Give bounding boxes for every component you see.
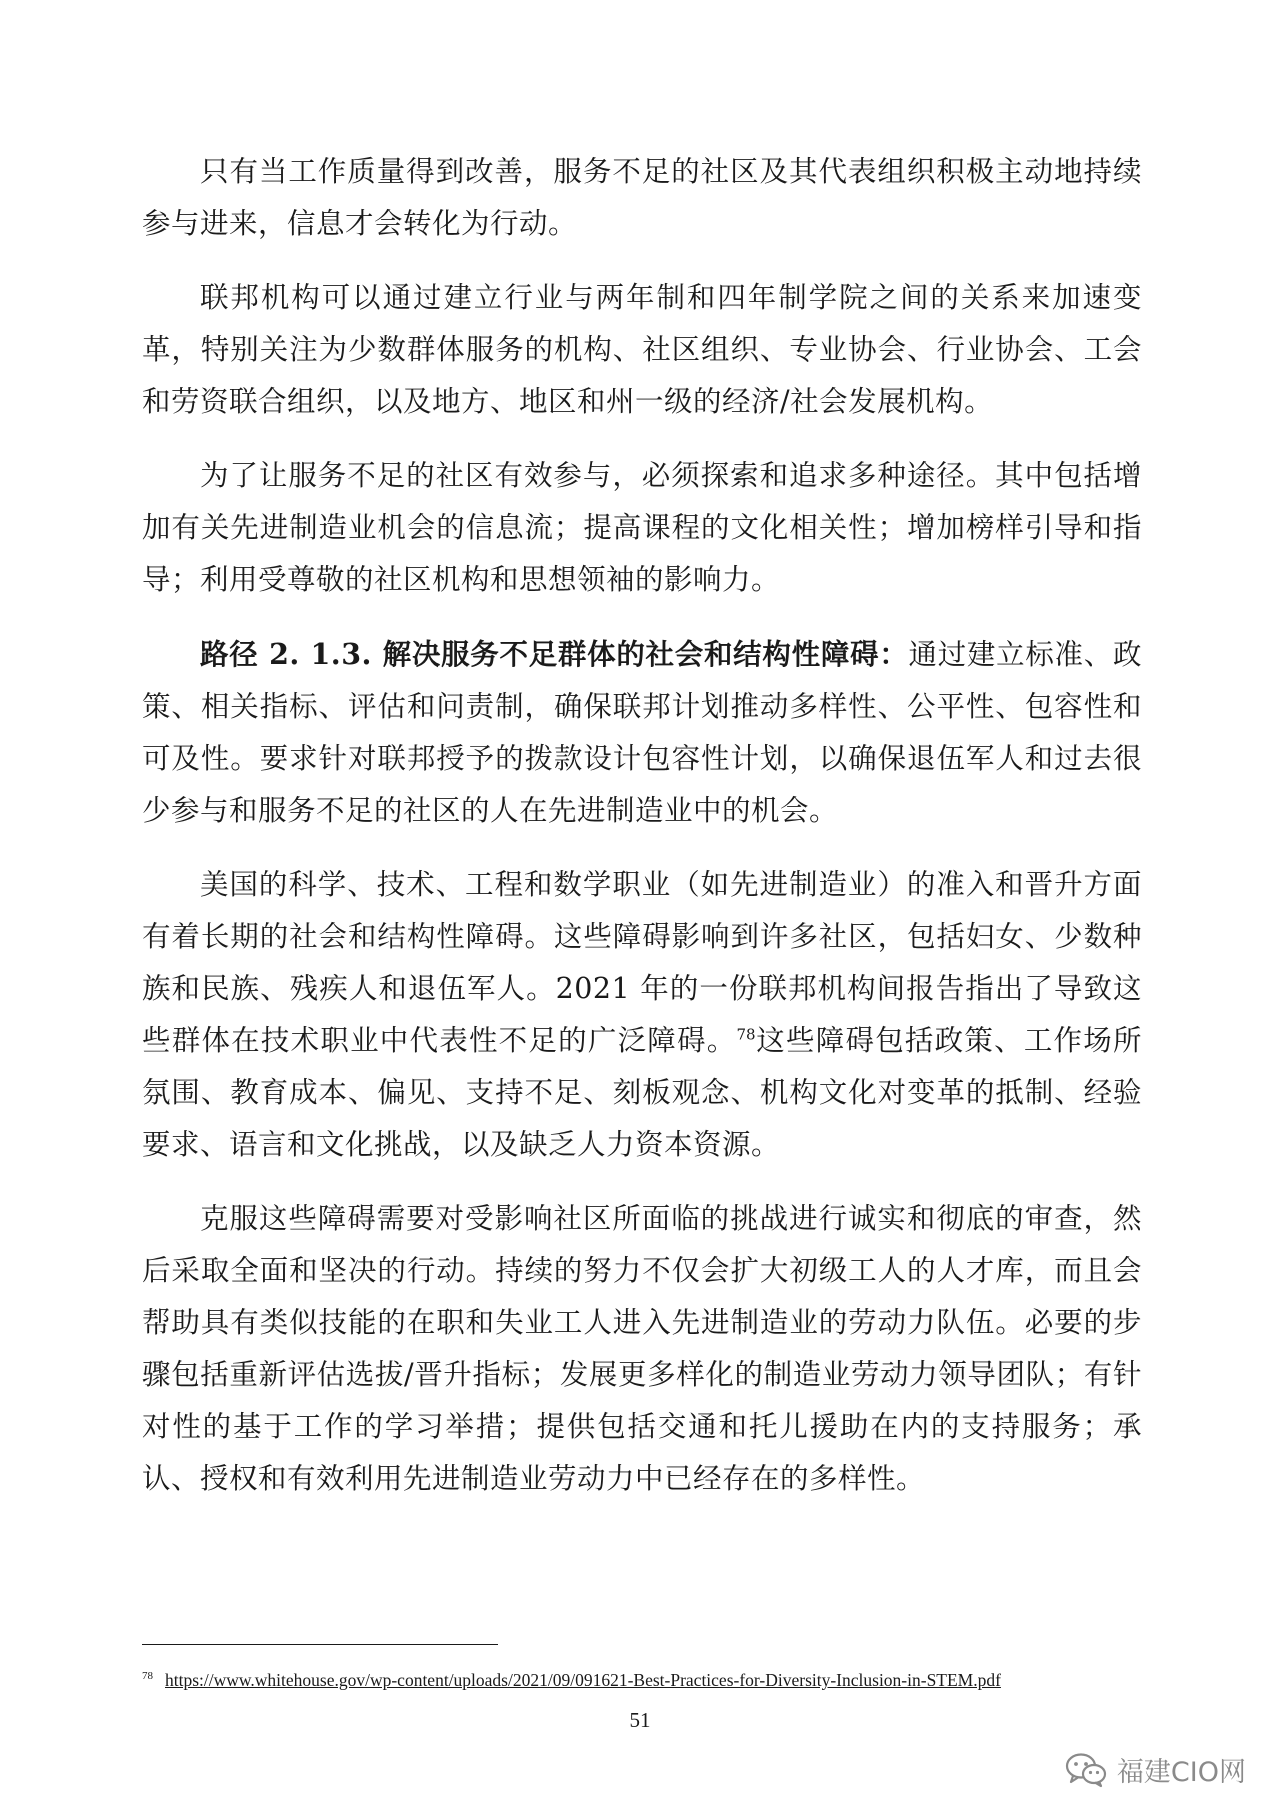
paragraph-1-text: 只有当工作质量得到改善，服务不足的社区及其代表组织积极主动地持续参与进来，信息才会转化为行动。 xyxy=(142,155,1142,240)
footnote-divider xyxy=(142,1644,498,1645)
watermark-text: 福建CIO网 xyxy=(1116,1757,1246,1788)
watermark xyxy=(1065,1750,1246,1789)
pathway-heading: 路径 2. 1.3. 解决服务不足群体的社会和结构性障碍： xyxy=(200,637,909,671)
paragraph-6-text: 克服这些障碍需要对受影响社区所面临的挑战进行诚实和彻底的审查，然后采取全面和坚决的行动。持续的努力不仅会扩大初级工人的人才库，而且会帮助具有类似技能的在职和失业工人进入先进制造业的劳动力队伍。必要的步骤包括重新评估选拔/晋升指标；发展更多样化的制造业劳动力领导团队；有针对性的基于工作的学习举措；提供包括交通和托儿援助在内的支持服务；承认、授权和有效利用先进制造业劳动力中已经存在的多样性。 xyxy=(142,1202,1142,1495)
body-text xyxy=(142,146,1142,1527)
paragraph-5 xyxy=(142,859,1142,1171)
footnote-number: 78 xyxy=(142,1670,153,1682)
page-number: 51 xyxy=(629,1708,651,1732)
paragraph-5-text-after-note: 这些障碍包括政策、工作场所氛围、教育成本、偏见、支持不足、刻板观念、机构文化对变革的抵制、经验要求、语言和文化挑战，以及缺乏人力资本资源。 xyxy=(142,1024,1142,1161)
paragraph-2-text: 联邦机构可以通过建立行业与两年制和四年制学院之间的关系来加速变革，特别关注为少数群体服务的机构、社区组织、专业协会、行业协会、工会和劳资联合组织，以及地方、地区和州一级的经济/社会发展机构。 xyxy=(142,281,1142,418)
wechat-icon xyxy=(1065,1752,1107,1788)
footnote-reference[interactable]: 78 xyxy=(736,1025,756,1044)
paragraph-3 xyxy=(142,450,1142,606)
paragraph-4-text: 通过建立标准、政策、相关指标、评估和问责制，确保联邦计划推动多样性、公平性、包容性和可及性。要求针对联邦授予的拨款设计包容性计划，以确保退伍军人和过去很少参与和服务不足的社区的人在先进制造业中的机会。 xyxy=(142,638,1142,827)
footnote-link[interactable]: https://www.whitehouse.gov/wp-content/uploads/2021/09/091621-Best-Practices-for-Diversity-Inclusion-in-STEM.pdf xyxy=(165,1669,1001,1690)
paragraph-5-text-before-note: 美国的科学、技术、工程和数学职业（如先进制造业）的准入和晋升方面有着长期的社会和结构性障碍。这些障碍影响到许多社区，包括妇女、少数种族和民族、残疾人和退伍军人。2021 年的一份联邦机构间报告指出了导致这些群体在技术职业中代表性不足的广泛障碍。 xyxy=(142,868,1142,1057)
paragraph-2 xyxy=(142,272,1142,428)
paragraph-3-text: 为了让服务不足的社区有效参与，必须探索和追求多种途径。其中包括增加有关先进制造业机会的信息流；提高课程的文化相关性；增加榜样引导和指导；利用受尊敬的社区机构和思想领袖的影响力。 xyxy=(142,459,1142,596)
footnote xyxy=(142,1664,1142,1692)
paragraph-6 xyxy=(142,1193,1142,1505)
paragraph-4 xyxy=(142,628,1142,837)
paragraph-1 xyxy=(142,146,1142,250)
